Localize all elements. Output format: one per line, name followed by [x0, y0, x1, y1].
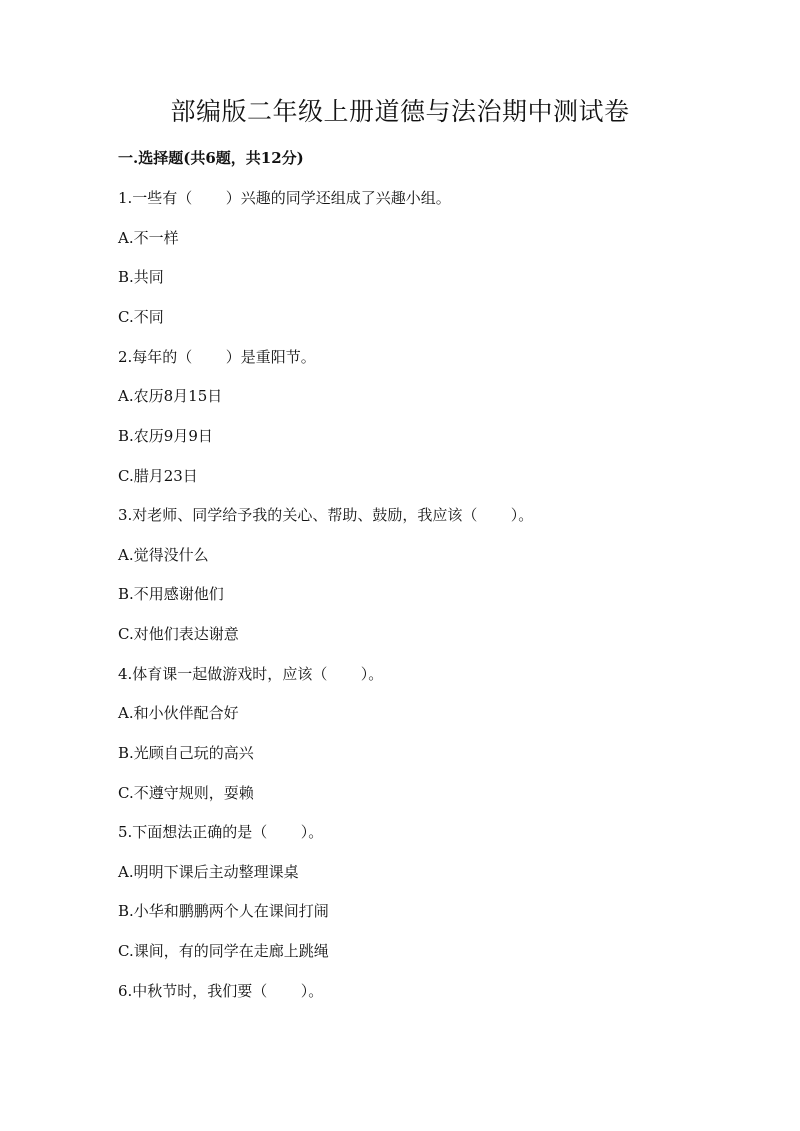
question-5-option-c: C.课间，有的同学在走廊上跳绳: [118, 942, 329, 960]
question-4-option-a: A.和小伙伴配合好: [118, 704, 239, 722]
question-4-option-b: B.光顾自己玩的高兴: [118, 744, 254, 762]
page-title: 部编版二年级上册道德与法治期中测试卷: [170, 97, 630, 126]
question-2-stem: 2.每年的（ ）是重阳节。: [118, 348, 316, 366]
question-4-stem: 4.体育课一起做游戏时，应该（ ）。: [118, 665, 384, 683]
question-1-stem: 1.一些有（ ）兴趣的同学还组成了兴趣小组。: [118, 189, 451, 207]
question-5-option-a: A.明明下课后主动整理课桌: [118, 863, 299, 881]
question-5-stem: 5.下面想法正确的是（ ）。: [118, 823, 324, 841]
question-1-option-c: C.不同: [118, 308, 164, 326]
question-2-option-b: B.农历9月9日: [118, 427, 213, 445]
question-2-option-c: C.腊月23日: [118, 467, 198, 485]
question-5-option-b: B.小华和鹏鹏两个人在课间打闹: [118, 902, 329, 920]
question-2-option-a: A.农历8月15日: [118, 387, 223, 405]
question-3-option-c: C.对他们表达谢意: [118, 625, 239, 643]
question-3-option-a: A.觉得没什么: [118, 546, 209, 564]
question-1-option-b: B.共同: [118, 268, 164, 286]
question-3-option-b: B.不用感谢他们: [118, 585, 224, 603]
question-4-option-c: C.不遵守规则，耍赖: [118, 784, 254, 802]
question-1-option-a: A.不一样: [118, 229, 179, 247]
question-3-stem: 3.对老师、同学给予我的关心、帮助、鼓励，我应该（ ）。: [118, 506, 534, 524]
section-heading: 一.选择题(共6题，共12分): [118, 149, 304, 167]
question-6-stem: 6.中秋节时，我们要（ ）。: [118, 982, 324, 1000]
